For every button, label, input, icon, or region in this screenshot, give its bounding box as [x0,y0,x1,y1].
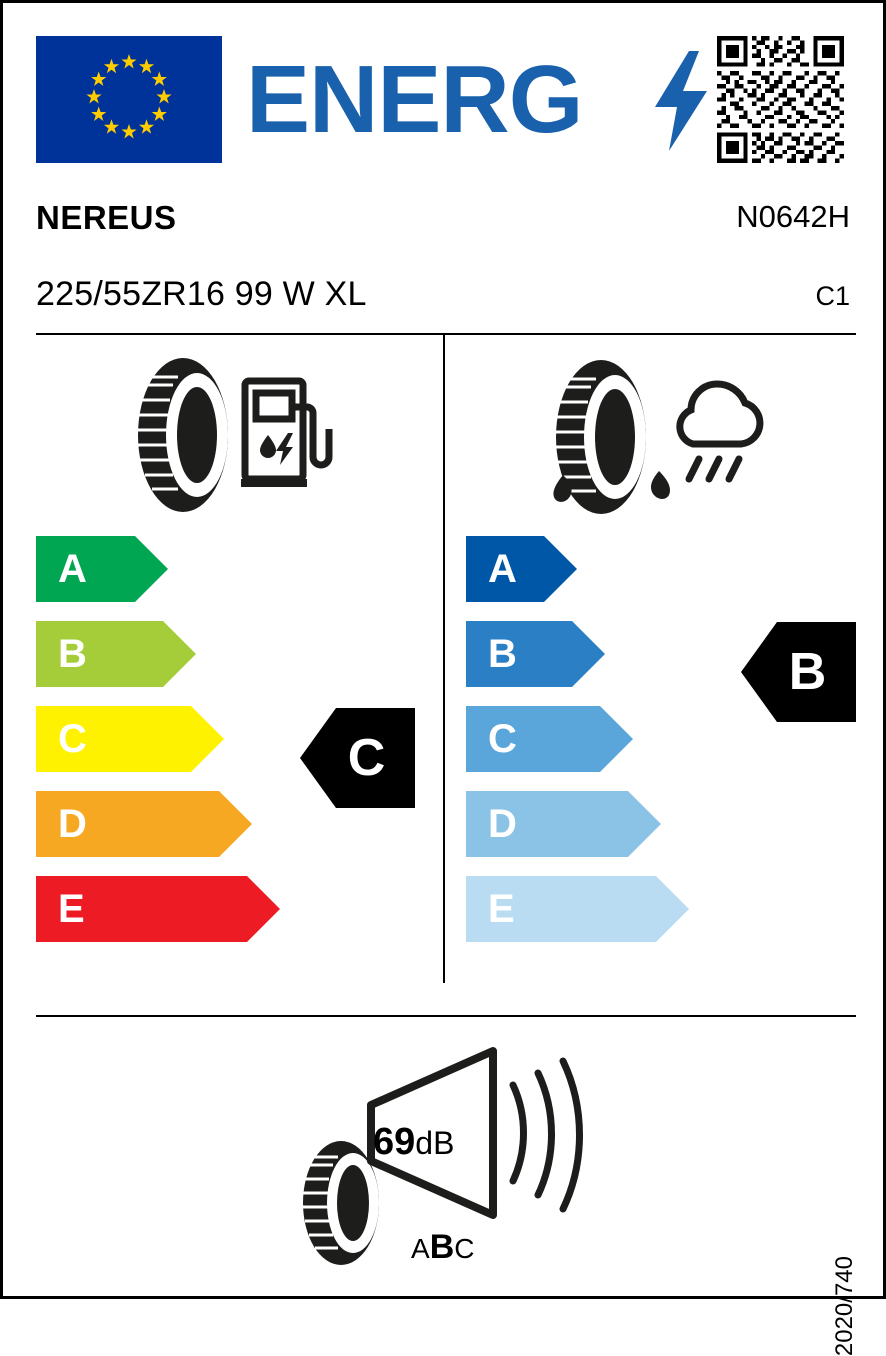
noise-class-scale [411,1228,474,1267]
wet-grip-rating-letter: B [788,643,827,701]
fuel-grade-e [36,876,280,942]
divider-bottom [36,1015,856,1017]
wet-grade-letter: B [488,632,517,676]
wet-grip-scale [466,536,689,961]
fuel-grade-d [36,791,252,857]
fuel-grade-letter: C [58,717,87,761]
divider-top [36,333,856,335]
fuel-grade-letter: D [58,802,87,846]
eu-flag-icon [36,36,222,163]
noise-db-unit: dB [415,1125,455,1161]
fuel-grade-b [36,621,196,687]
wet-grade-letter: C [488,717,517,761]
wet-grade-b [466,621,605,687]
model-code: N0642H [736,199,850,234]
fuel-grade-letter: E [58,887,85,931]
tyre-rain-cloud-icon [541,355,781,520]
fuel-rating-marker [300,708,415,808]
fuel-grade-letter: A [58,547,87,591]
wet-grade-c [466,706,633,772]
regulation-reference: 2020/740 [831,1256,858,1356]
noise-class-b-selected: B [429,1228,455,1266]
qr-code-icon [717,36,844,163]
wet-grade-d [466,791,661,857]
fuel-grade-letter: B [58,632,87,676]
noise-section [293,1043,593,1273]
wet-grade-letter: D [488,802,517,846]
wet-grade-letter: A [488,547,517,591]
fuel-efficiency-scale [36,536,280,961]
lightning-bolt-icon [651,51,711,151]
tyre-fuel-pump-icon [125,355,330,515]
divider-middle [443,335,445,983]
wet-grade-e [466,876,689,942]
fuel-grade-c [36,706,224,772]
wet-grade-letter: E [488,887,515,931]
wet-grade-a [466,536,577,602]
noise-value [373,1121,454,1164]
brand-name: NEREUS [36,199,177,236]
noise-class-c: C [454,1233,475,1264]
fuel-grade-a [36,536,168,602]
tyre-size: 225/55ZR16 99 W XL [36,275,367,313]
fuel-rating-letter: C [347,729,386,787]
energy-wordmark: ENERG [246,46,583,153]
noise-class-a: A [411,1233,430,1264]
noise-db-number: 69 [373,1121,416,1163]
tyre-class-code: C1 [815,281,850,311]
wet-grip-rating-marker [741,622,856,722]
